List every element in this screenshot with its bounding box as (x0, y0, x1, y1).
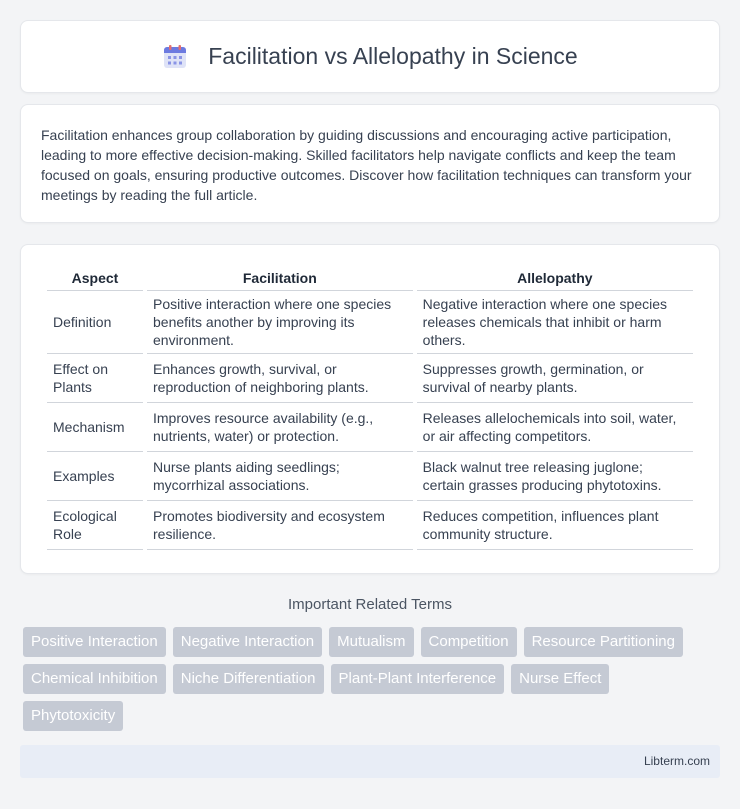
table-cell-allelopathy: Black walnut tree releasing juglone; certain grasses producing phytotoxins. (417, 452, 693, 501)
table-row (47, 403, 693, 452)
term-tag[interactable]: Niche Differentiation (173, 664, 324, 694)
column-header-allelopathy: Allelopathy (417, 265, 693, 291)
intro-card (20, 104, 720, 223)
term-tag[interactable]: Mutualism (329, 627, 413, 657)
table-cell-aspect: Mechanism (47, 403, 143, 452)
table-cell-allelopathy: Releases allelochemicals into soil, water, or air affecting competitors. (417, 403, 693, 452)
term-tag[interactable]: Chemical Inhibition (23, 664, 166, 694)
table-cell-facilitation: Promotes biodiversity and ecosystem resilience. (147, 501, 413, 550)
table-cell-aspect: Definition (47, 291, 143, 354)
column-header-facilitation: Facilitation (147, 265, 413, 291)
table-cell-aspect: Ecological Role (47, 501, 143, 550)
term-tag[interactable]: Competition (421, 627, 517, 657)
table-row (47, 354, 693, 403)
term-tag[interactable]: Nurse Effect (511, 664, 609, 694)
table-row (47, 291, 693, 354)
title-card (20, 20, 720, 93)
table-header-row (47, 265, 693, 291)
table-cell-facilitation: Improves resource availability (e.g., nutrients, water) or protection. (147, 403, 413, 452)
table-cell-facilitation: Nurse plants aiding seedlings; mycorrhizal associations. (147, 452, 413, 501)
term-tag[interactable]: Negative Interaction (173, 627, 322, 657)
table-cell-allelopathy: Reduces competition, influences plant community structure. (417, 501, 693, 550)
comparison-table (43, 265, 697, 550)
table-row (47, 501, 693, 550)
table-cell-allelopathy: Negative interaction where one species releases chemicals that inhibit or harm others. (417, 291, 693, 354)
comparison-table-card (20, 244, 720, 574)
calendar-icon (162, 44, 188, 70)
related-terms-title: Important Related Terms (288, 596, 452, 613)
table-cell-facilitation: Positive interaction where one species benefits another by improving its environment. (147, 291, 413, 354)
term-tag[interactable]: Plant-Plant Interference (331, 664, 505, 694)
term-tag[interactable]: Phytotoxicity (23, 701, 123, 731)
table-cell-facilitation: Enhances growth, survival, or reproduction of neighboring plants. (147, 354, 413, 403)
table-cell-aspect: Examples (47, 452, 143, 501)
term-tag[interactable]: Positive Interaction (23, 627, 166, 657)
footer (20, 745, 720, 778)
column-header-aspect: Aspect (47, 265, 143, 291)
intro-text: Facilitation enhances group collaboration by guiding discussions and encouraging active participation, leading to more effective decision-making. Skilled facilitators help navigate conflicts and keep the team focused on goals, ensuring productive outcomes. Discover how facilitation techniques can transform your meetings by reading the full article. (41, 127, 692, 203)
table-cell-aspect: Effect on Plants (47, 354, 143, 403)
table-cell-allelopathy: Suppresses growth, germination, or survival of nearby plants. (417, 354, 693, 403)
related-terms-list (23, 627, 723, 738)
page-title: Facilitation vs Allelopathy in Science (208, 43, 578, 69)
footer-site-link[interactable]: Libterm.com (643, 754, 710, 768)
table-row (47, 452, 693, 501)
term-tag[interactable]: Resource Partitioning (524, 627, 683, 657)
